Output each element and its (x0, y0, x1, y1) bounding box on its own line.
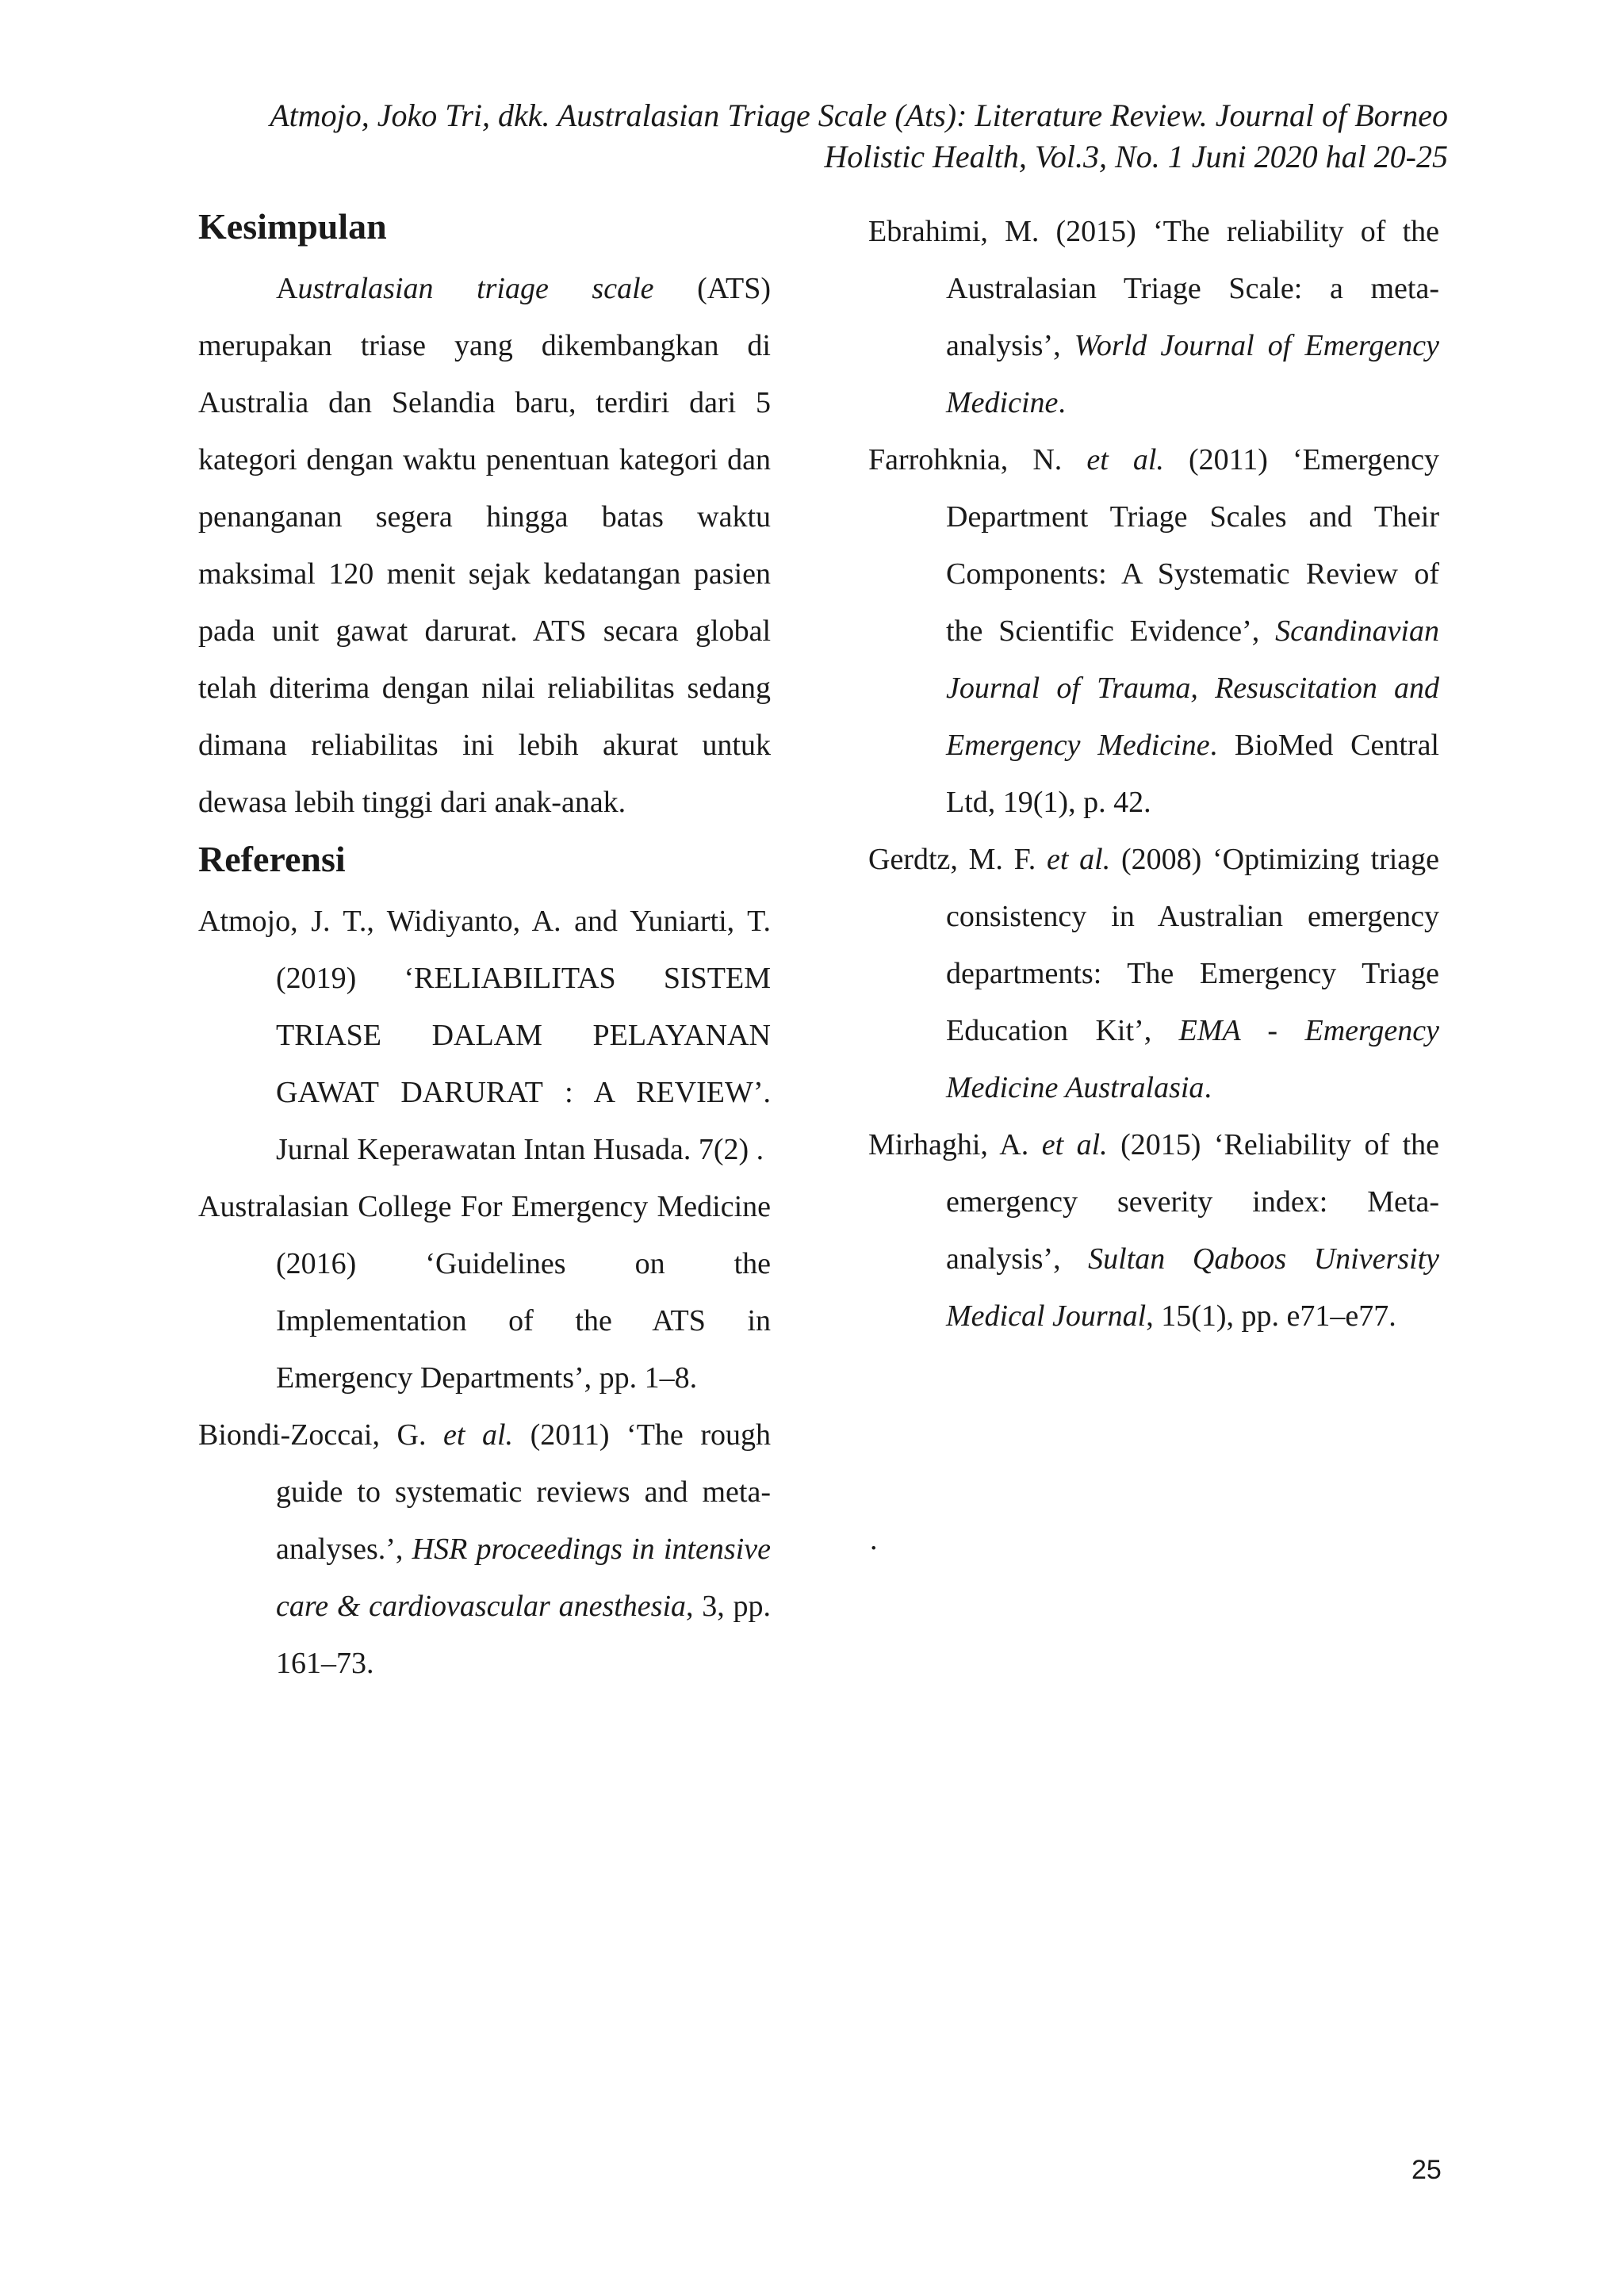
reference-item (868, 831, 1439, 1116)
ref-text: , 3, pp. 161–73. (276, 1590, 772, 1680)
conclusion-heading: Kesimpulan (198, 206, 387, 247)
reference-item (198, 893, 771, 1178)
ref-text: (2011) ‘The rough guide to systematic reviews and meta-analyses.’, (276, 1418, 771, 1566)
ref-text: Ebrahimi, M. (2015) ‘The reliability of the Australasian Triage Scale: a meta-analysis’, (868, 215, 1439, 362)
reference-item (868, 1116, 1439, 1345)
ref-text: Atmojo, J. T., Widiyanto, A. and Yuniarti, T. (2019) ‘RELIABILITAS SISTEM TRIASE DALAM PELAYANAN GAWAT DARURAT : A REVIEW’. Jurnal Keperawatan Intan Husada. 7(2) . (198, 905, 771, 1166)
header-line-1: Atmojo, Joko Tri, dkk. Australasian Triage Scale (Ats): Literature Review. Journal of Borneo (270, 98, 1448, 133)
ref-text: Australasian College For Emergency Medicine (2016) ‘Guidelines on the Implementation of the ATS in Emergency Departments’, pp. 1–8. (198, 1190, 771, 1395)
lead-cap: A (276, 272, 298, 305)
reference-item (868, 203, 1439, 431)
lead-italic: ustralasian triage scale (297, 272, 654, 305)
ref-journal: EMA - Emergency Medicine Australasia (946, 1014, 1439, 1104)
ref-etal: et al. (443, 1418, 514, 1452)
ref-text: Mirhaghi, A. (868, 1128, 1042, 1161)
conclusion-paragraph (198, 260, 771, 831)
ref-etal: et al. (1041, 1128, 1108, 1161)
ref-text: (2011) ‘Emergency Department Triage Scales and Their Components: A Systematic Review of the Scientific Evidence’, (946, 443, 1440, 648)
running-header (100, 95, 1448, 178)
ref-text: (2015) ‘Reliability of the emergency severity index: Meta-analysis’, (946, 1128, 1439, 1276)
reference-item (198, 1406, 771, 1692)
stray-period: . (870, 1523, 878, 1556)
ref-journal: HSR proceedings in intensive care & cardiovascular anesthesia (276, 1533, 771, 1623)
header-line-2: Holistic Health, Vol.3, No. 1 Juni 2020 hal 20-25 (824, 139, 1448, 174)
conclusion-body: (ATS) merupakan triase yang dikembangkan di Australia dan Selandia baru, terdiri dari 5 kategori dengan waktu penentuan kategori dan penanganan segera hingga batas waktu maksimal 120 menit sejak kedatangan pasien pada unit gawat darurat. ATS secara global telah diterima dengan nilai reliabilitas sedang dimana reliabilitas ini lebih akurat untuk dewasa lebih tinggi dari anak-anak. (198, 272, 771, 819)
page-number: 25 (1411, 2155, 1442, 2185)
ref-text: Biondi-Zoccai, G. (198, 1418, 444, 1452)
ref-text: (2008) ‘Optimizing triage consistency in Australian emergency departments: The Emergency Triage Education Kit’, (946, 843, 1440, 1047)
ref-text: . BioMed Central Ltd, 19(1), p. 42. (946, 729, 1439, 819)
reference-item (198, 1178, 771, 1406)
ref-text: . (1058, 386, 1066, 419)
ref-text: . (1204, 1071, 1212, 1104)
ref-etal: et al. (1086, 443, 1164, 476)
ref-text: Gerdtz, M. F. (868, 843, 1047, 876)
ref-etal: et al. (1047, 843, 1111, 876)
ref-journal: Scandinavian Journal of Trauma, Resuscitation and Emergency Medicine (946, 614, 1439, 762)
ref-journal: Sultan Qaboos University Medical Journal (946, 1242, 1439, 1333)
right-column (868, 203, 1439, 1345)
ref-text: , 15(1), pp. e71–e77. (1146, 1299, 1396, 1333)
ref-journal: World Journal of Emergency Medicine (946, 329, 1440, 419)
left-column (198, 203, 771, 1692)
references-heading: Referensi (198, 839, 346, 879)
ref-text: Farrohknia, N. (868, 443, 1087, 476)
reference-item (868, 431, 1439, 831)
